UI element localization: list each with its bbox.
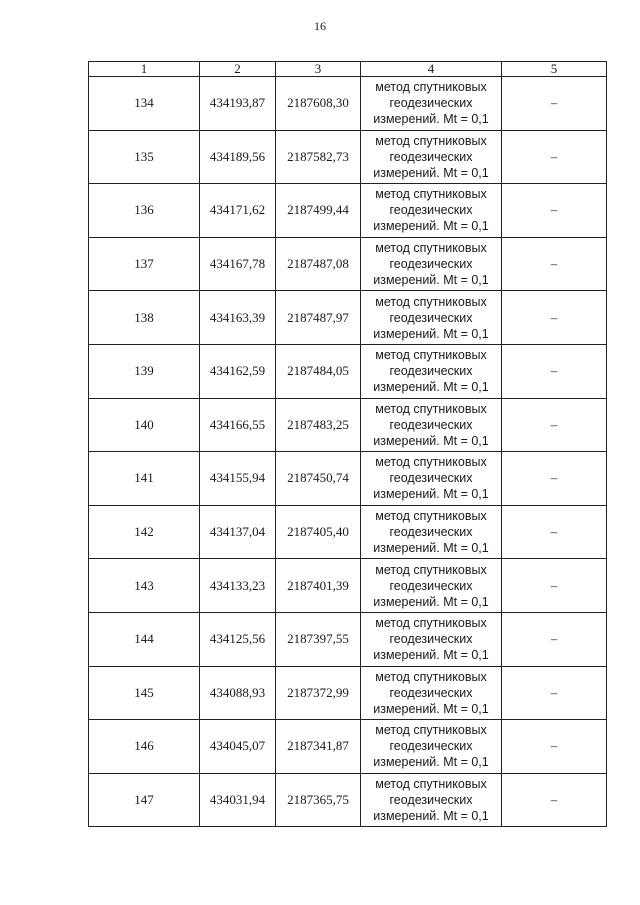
y-coordinate-cell: 2187608,30 [276,77,361,131]
x-coordinate-cell: 434189,56 [200,130,276,184]
table-row [89,666,607,720]
method-cell [361,130,502,184]
method-line: геодезических [389,578,473,593]
method-line: измерений. Mt = 0,1 [373,112,489,127]
table-row [89,773,607,827]
table-row [89,291,607,345]
y-coordinate-cell: 2187405,40 [276,505,361,559]
point-number-cell: 142 [89,505,200,559]
y-coordinate-cell: 2187450,74 [276,452,361,506]
method-line: геодезических [389,793,473,808]
y-coordinate-cell: 2187487,08 [276,237,361,291]
method-cell [361,184,502,238]
method-line: измерений. Mt = 0,1 [373,326,489,341]
method-cell [361,505,502,559]
note-cell: – [502,666,607,720]
method-line: измерений. Mt = 0,1 [373,809,489,824]
point-number-cell: 137 [89,237,200,291]
table-row [89,505,607,559]
y-coordinate-cell: 2187365,75 [276,773,361,827]
point-number-cell: 147 [89,773,200,827]
method-cell [361,237,502,291]
note-cell: – [502,184,607,238]
point-number-cell: 135 [89,130,200,184]
note-cell: – [502,291,607,345]
point-number-cell: 139 [89,344,200,398]
header-col-2: 2 [200,62,276,77]
y-coordinate-cell: 2187484,05 [276,344,361,398]
note-cell: – [502,505,607,559]
header-col-4: 4 [361,62,502,77]
note-cell: – [502,237,607,291]
method-line: геодезических [389,310,473,325]
y-coordinate-cell: 2187401,39 [276,559,361,613]
table-row [89,184,607,238]
note-cell: – [502,344,607,398]
method-line: измерений. Mt = 0,1 [373,219,489,234]
header-col-5: 5 [502,62,607,77]
table-row [89,237,607,291]
method-line: геодезических [389,203,473,218]
method-line: измерений. Mt = 0,1 [373,594,489,609]
x-coordinate-cell: 434031,94 [200,773,276,827]
point-number-cell: 143 [89,559,200,613]
method-cell [361,720,502,774]
y-coordinate-cell: 2187483,25 [276,398,361,452]
method-cell [361,773,502,827]
method-line: геодезических [389,632,473,647]
method-line: метод спутниковых [375,401,487,416]
table-row [89,398,607,452]
y-coordinate-cell: 2187372,99 [276,666,361,720]
method-line: геодезических [389,364,473,379]
x-coordinate-cell: 434163,39 [200,291,276,345]
x-coordinate-cell: 434088,93 [200,666,276,720]
x-coordinate-cell: 434137,04 [200,505,276,559]
method-line: геодезических [389,739,473,754]
table-row [89,77,607,131]
point-number-cell: 145 [89,666,200,720]
x-coordinate-cell: 434133,23 [200,559,276,613]
method-line: геодезических [389,685,473,700]
method-line: измерений. Mt = 0,1 [373,755,489,770]
x-coordinate-cell: 434166,55 [200,398,276,452]
point-number-cell: 134 [89,77,200,131]
point-number-cell: 140 [89,398,200,452]
method-line: метод спутниковых [375,348,487,363]
method-line: измерений. Mt = 0,1 [373,648,489,663]
method-line: измерений. Mt = 0,1 [373,165,489,180]
method-line: измерений. Mt = 0,1 [373,487,489,502]
method-cell [361,344,502,398]
point-number-cell: 141 [89,452,200,506]
table-row [89,344,607,398]
method-line: метод спутниковых [375,294,487,309]
method-line: метод спутниковых [375,723,487,738]
method-line: геодезических [389,471,473,486]
method-line: геодезических [389,149,473,164]
y-coordinate-cell: 2187582,73 [276,130,361,184]
method-line: метод спутниковых [375,187,487,202]
point-number-cell: 146 [89,720,200,774]
method-cell [361,452,502,506]
y-coordinate-cell: 2187487,97 [276,291,361,345]
table-row [89,612,607,666]
method-line: геодезических [389,257,473,272]
x-coordinate-cell: 434171,62 [200,184,276,238]
method-line: измерений. Mt = 0,1 [373,433,489,448]
method-line: метод спутниковых [375,669,487,684]
page-number: 16 [314,19,326,33]
x-coordinate-cell: 434045,07 [200,720,276,774]
method-cell [361,77,502,131]
method-cell [361,559,502,613]
method-line: геодезических [389,96,473,111]
x-coordinate-cell: 434162,59 [200,344,276,398]
method-cell [361,398,502,452]
method-line: метод спутниковых [375,777,487,792]
method-line: метод спутниковых [375,509,487,524]
note-cell: – [502,612,607,666]
header-col-3: 3 [276,62,361,77]
x-coordinate-cell: 434193,87 [200,77,276,131]
note-cell: – [502,77,607,131]
x-coordinate-cell: 434155,94 [200,452,276,506]
method-line: измерений. Mt = 0,1 [373,701,489,716]
table-row [89,559,607,613]
table-body [89,77,607,827]
table-row [89,720,607,774]
table-row [89,130,607,184]
note-cell: – [502,559,607,613]
method-line: измерений. Mt = 0,1 [373,273,489,288]
y-coordinate-cell: 2187499,44 [276,184,361,238]
note-cell: – [502,773,607,827]
method-line: метод спутниковых [375,455,487,470]
table-row [89,452,607,506]
note-cell: – [502,130,607,184]
y-coordinate-cell: 2187397,55 [276,612,361,666]
method-line: метод спутниковых [375,562,487,577]
header-col-1: 1 [89,62,200,77]
method-cell [361,666,502,720]
note-cell: – [502,398,607,452]
x-coordinate-cell: 434125,56 [200,612,276,666]
coordinates-table [88,61,607,827]
method-line: геодезических [389,525,473,540]
method-line: метод спутниковых [375,133,487,148]
note-cell: – [502,720,607,774]
method-line: метод спутниковых [375,616,487,631]
method-line: метод спутниковых [375,80,487,95]
table-header-row [89,62,607,77]
point-number-cell: 144 [89,612,200,666]
y-coordinate-cell: 2187341,87 [276,720,361,774]
x-coordinate-cell: 434167,78 [200,237,276,291]
method-cell [361,291,502,345]
method-line: измерений. Mt = 0,1 [373,541,489,556]
method-line: геодезических [389,417,473,432]
method-cell [361,612,502,666]
point-number-cell: 136 [89,184,200,238]
note-cell: – [502,452,607,506]
point-number-cell: 138 [89,291,200,345]
method-line: измерений. Mt = 0,1 [373,380,489,395]
method-line: метод спутниковых [375,241,487,256]
